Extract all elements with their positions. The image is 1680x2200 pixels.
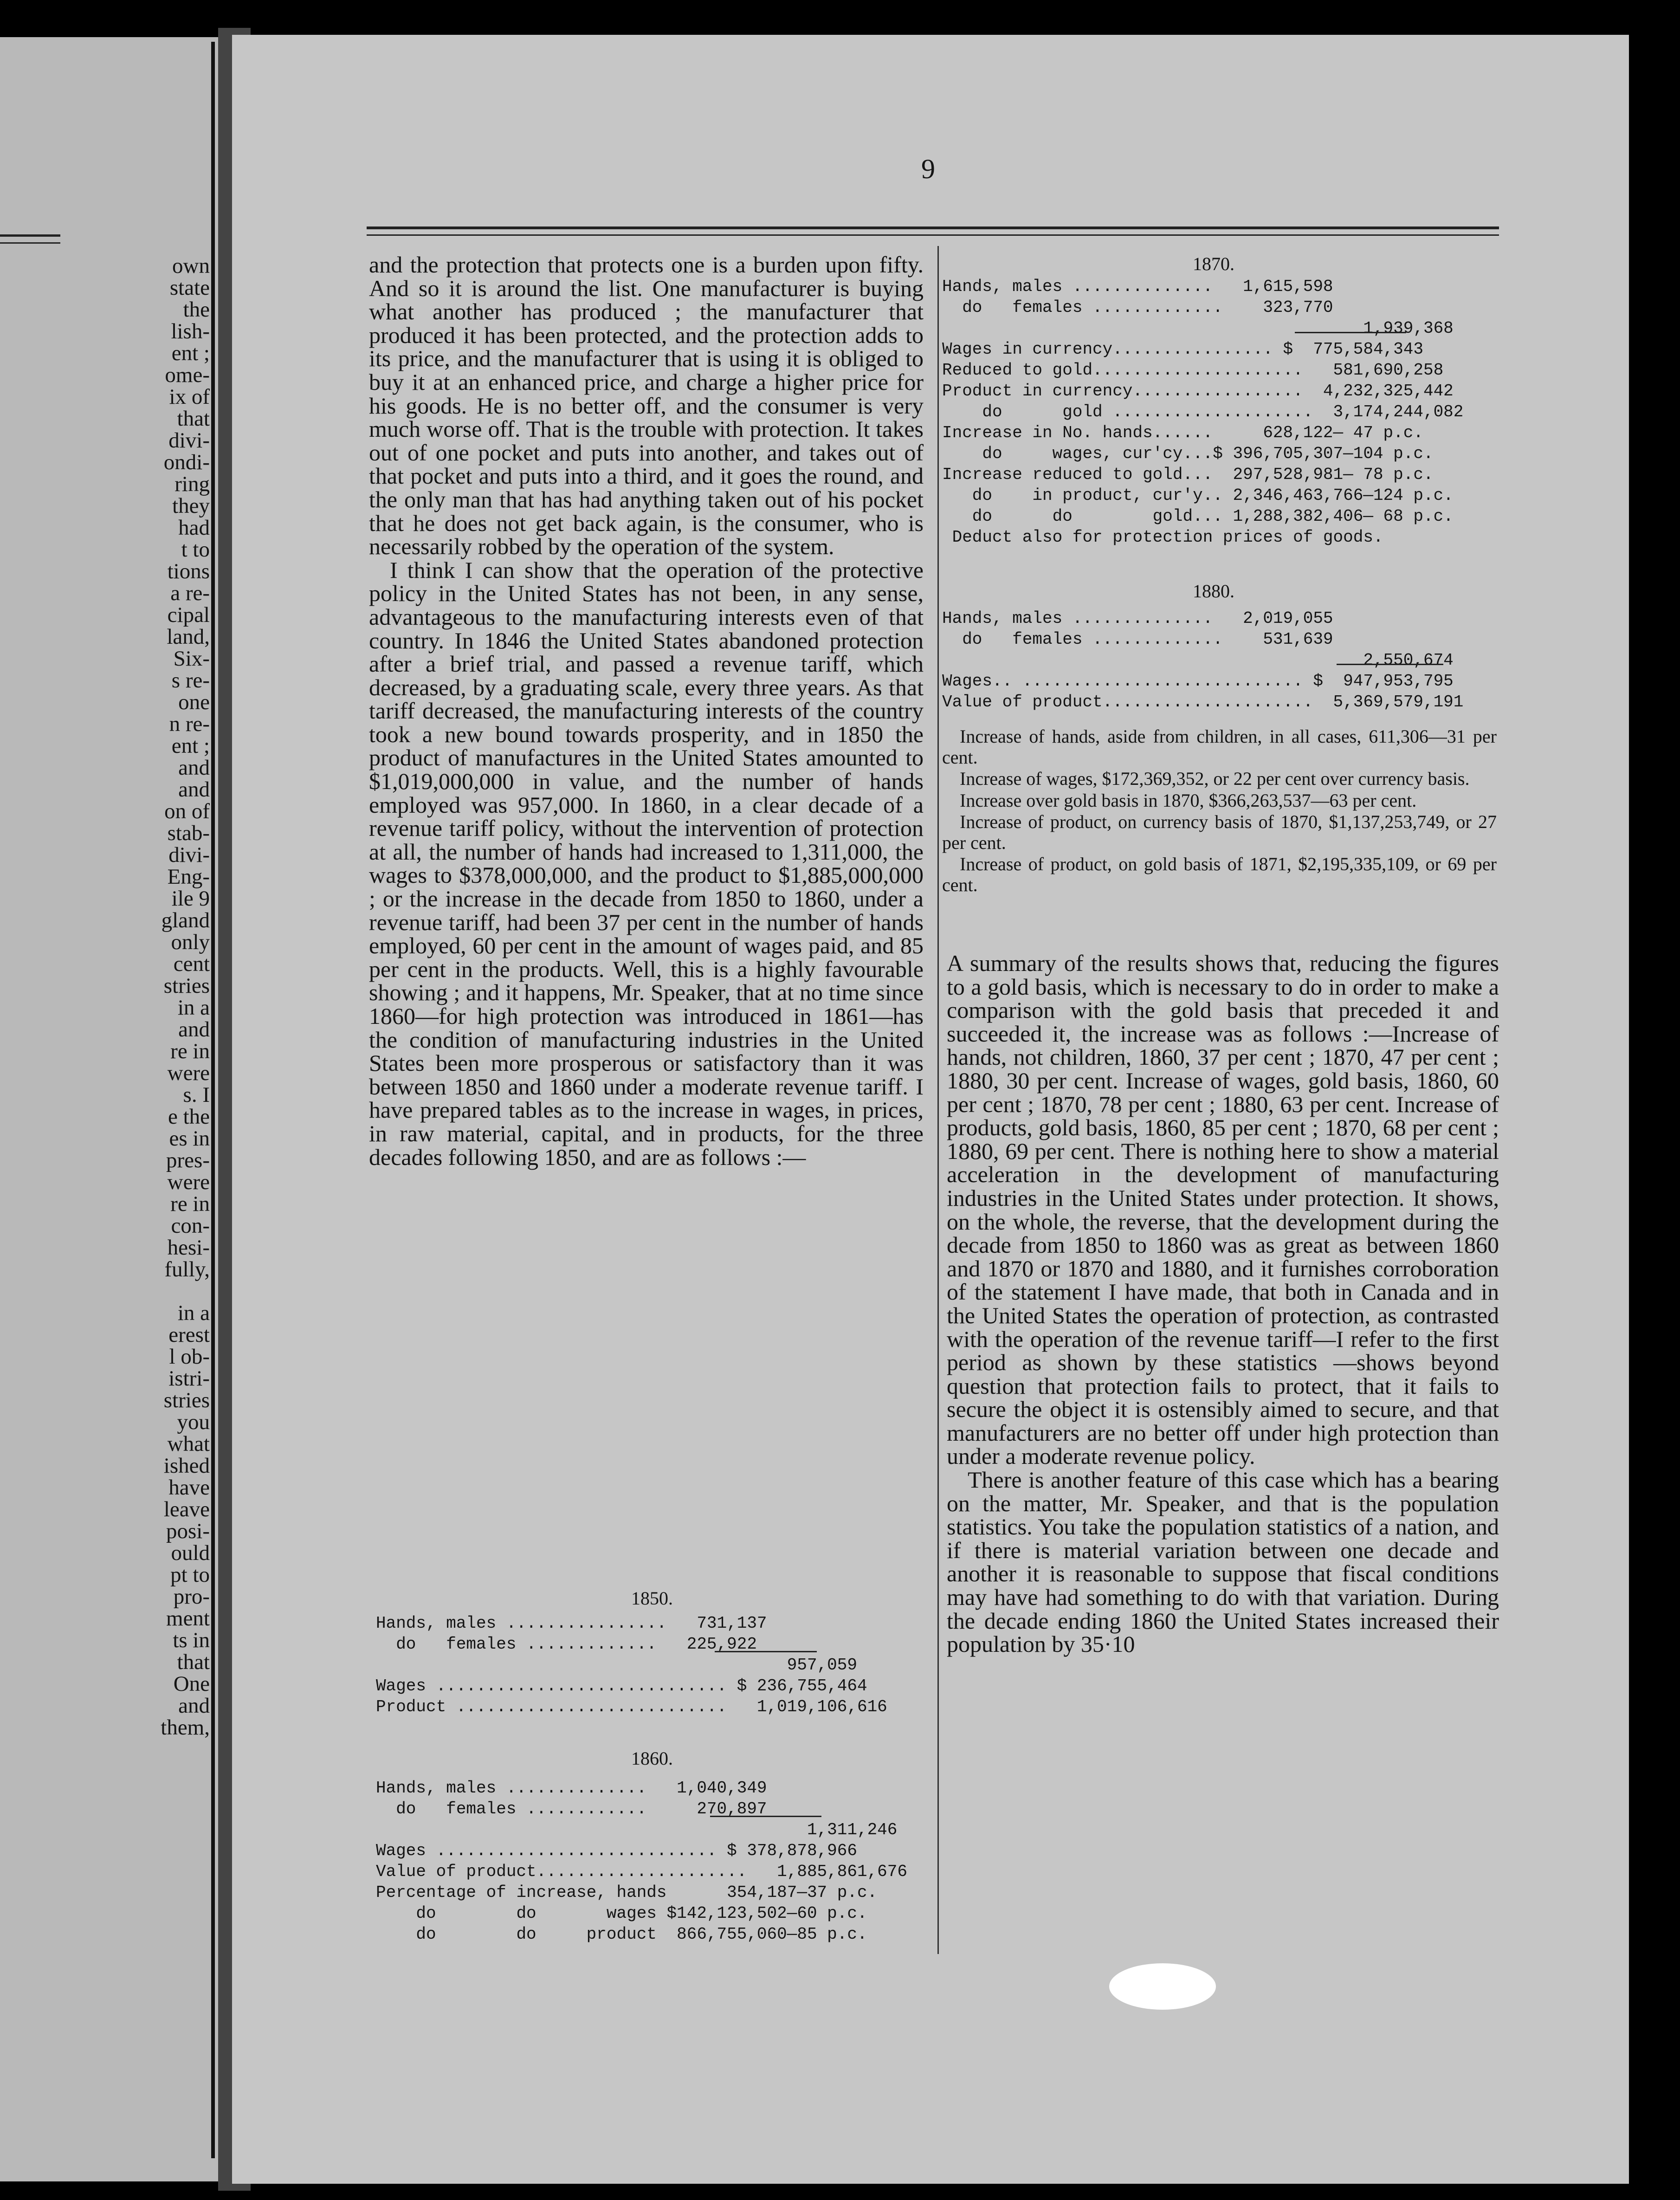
table-row: do females ............. 323,770 bbox=[942, 298, 1333, 317]
table-1860 bbox=[376, 1778, 907, 1945]
note: Increase over gold basis in 1870, $366,263,537—63 per cent. bbox=[960, 789, 1417, 811]
previous-page-line: and bbox=[178, 756, 210, 780]
note: Increase of product, on gold basis of 1871, $2,195,335,109, or 69 per cent. bbox=[942, 854, 1497, 895]
previous-page-line: cent bbox=[173, 952, 210, 976]
previous-page-line: state bbox=[169, 276, 210, 300]
previous-page-line: on of bbox=[164, 799, 210, 823]
previous-page-line: one bbox=[178, 690, 210, 714]
table-1850-sum-rule bbox=[715, 1651, 817, 1652]
table-row: Increase in No. hands...... 628,122— 47 p.c. bbox=[942, 423, 1423, 442]
previous-page-rule bbox=[0, 234, 60, 237]
table-row: do females ............ 270,897 bbox=[376, 1799, 767, 1818]
previous-page-line: Six- bbox=[173, 647, 210, 671]
table-row: do do gold... 1,288,382,406— 68 p.c. bbox=[942, 507, 1454, 526]
previous-page-line: t to bbox=[181, 537, 210, 562]
table-1850 bbox=[376, 1613, 887, 1717]
table-row: Product ........................... 1,019,106,616 bbox=[376, 1697, 887, 1716]
previous-page-line: istri- bbox=[168, 1366, 210, 1391]
previous-page-line: ix of bbox=[169, 385, 210, 409]
table-1870-sum-rule bbox=[1295, 332, 1406, 333]
previous-page-line: and bbox=[178, 1694, 210, 1718]
previous-page-line: what bbox=[167, 1432, 210, 1456]
paragraph: A summary of the results shows that, reducing the figures to a gold basis, which is necessary to do in order to make a comparison with the gold basis that preceded it and succeeded it, the increase was as follows :—Increase of hands, not children, 1860, 37 per cent ; 1870, 47 per cent ; 1880, 30 per cent. Increase of wages, gold basis, 1860, 60 per cent ; 1870, 78 per cent ; 1880, 63 per cent. Increase of products, gold basis, 1860, 85 per cent ; 1870, 68 per cent ; 1880, 69 per cent. There is nothing here to show a material acceleration in the development of manufacturing industries in the United States under protection. It shows, on the whole, the reverse, that the development during the decade from 1850 to 1860 was as great as between 1860 and 1870 or 1870 and 1880, and it furnishes corroboration of the statement I have made, that both in Canada and in the United States the operation of protection, as contrasted with the operation of the revenue tariff—I refer to the first period as shown by these statistics —shows beyond question that protection fails to protect, that it fails to secure the object it is ostensibly aimed to secure, and that manufacturers are no better off under high protection than under a moderate revenue policy. bbox=[947, 950, 1499, 1469]
previous-page-line: were bbox=[167, 1170, 210, 1194]
ink-blot bbox=[1109, 1963, 1216, 2010]
previous-page-line: in a bbox=[177, 1301, 210, 1325]
previous-page-line: ment bbox=[166, 1606, 210, 1631]
previous-page-line: hesi- bbox=[167, 1236, 210, 1260]
previous-page-line: that bbox=[177, 1650, 210, 1674]
previous-page-line: land, bbox=[167, 625, 210, 649]
table-row: 1,311,246 bbox=[376, 1820, 898, 1839]
previous-page-line: divi- bbox=[168, 843, 210, 867]
previous-page-line: es in bbox=[169, 1126, 210, 1151]
right-column-text bbox=[947, 951, 1499, 1656]
previous-page-line: lish- bbox=[171, 319, 210, 343]
note: Increase of wages, $172,369,352, or 22 per cent over currency basis. bbox=[960, 768, 1470, 789]
paragraph: There is another feature of this case which has a bearing on the matter, Mr. Speaker, and that is the population statistics. You take the population statistics of a nation, and if there is material variation between one decade and another it is reasonable to suppose that fiscal conditions may have had something to do with that variation. During the decade ending 1860 the United States increased their population by 35·10 bbox=[947, 1467, 1499, 1657]
table-row: Value of product..................... 1,885,861,676 bbox=[376, 1862, 907, 1881]
table-row: do do product 866,755,060—85 p.c. bbox=[376, 1925, 867, 1944]
previous-page-line: were bbox=[167, 1061, 210, 1085]
previous-page-line: gland bbox=[161, 908, 210, 932]
previous-page-line: posi- bbox=[166, 1519, 210, 1543]
previous-page-line: re in bbox=[170, 1192, 210, 1216]
previous-page-line bbox=[161, 1281, 210, 1302]
table-row: do wages, cur'cy...$ 396,705,307—104 p.c. bbox=[942, 444, 1434, 463]
previous-page-line: had bbox=[178, 516, 210, 540]
previous-page-line: and bbox=[178, 777, 210, 802]
left-column-text bbox=[369, 253, 924, 1169]
notes-1880 bbox=[942, 726, 1497, 896]
table-row: Deduct also for protection prices of goods. bbox=[942, 528, 1383, 547]
previous-page-line: erest bbox=[168, 1323, 210, 1347]
previous-page-line: ent ; bbox=[171, 341, 210, 365]
table-1870 bbox=[942, 276, 1463, 548]
table-row: Reduced to gold..................... 581,690,258 bbox=[942, 361, 1444, 380]
previous-page-rule-thin bbox=[0, 242, 60, 244]
previous-page-line: ould bbox=[171, 1541, 210, 1565]
previous-page-line: and bbox=[178, 1017, 210, 1042]
table-1880-sum-rule bbox=[1337, 664, 1443, 665]
table-row: 957,059 bbox=[376, 1656, 857, 1675]
table-row: do do wages $142,123,502—60 p.c. bbox=[376, 1904, 867, 1923]
table-row: 2,550,674 bbox=[942, 651, 1454, 670]
table-row: do females ............. 531,639 bbox=[942, 630, 1333, 649]
previous-page-line: leave bbox=[163, 1497, 210, 1521]
previous-page-line: One bbox=[173, 1672, 210, 1696]
note: Increase of product, on currency basis of 1870, $1,137,253,749, or 27 per cent. bbox=[942, 811, 1497, 853]
previous-page-line: s re- bbox=[171, 668, 210, 692]
previous-page-line: pt to bbox=[170, 1563, 210, 1587]
previous-page-line: them, bbox=[161, 1715, 210, 1740]
paragraph: and the protection that protects one is a burden upon fifty. And so it is around the list. One manufacturer is buying what another has produced ; the manufacturer that produced it has been protected, and the protection adds to its price, and the manufacturer that is using it is obliged to buy it at an enhanced price, and charge a higher price for his goods. He is no better off, and the consumer is very much worse off. That is the trouble with protection. It takes out of one pocket and puts into another, and takes out of that pocket and puts into a third, and it goes the round, and the only man that has had anything taken out of his pocket that he does not get back again, is the consumer, who is necessarily robbed by the operation of the system. bbox=[369, 252, 924, 560]
table-row: Wages ............................. $ 236,755,464 bbox=[376, 1676, 867, 1695]
table-row: do gold .................... 3,174,244,082 bbox=[942, 402, 1464, 421]
previous-page-line: tions bbox=[167, 559, 210, 583]
previous-page-line: fully, bbox=[164, 1257, 210, 1281]
previous-page-edge bbox=[0, 37, 218, 2181]
table-1870-title: 1870. bbox=[1193, 253, 1234, 274]
previous-page-line: stries bbox=[163, 974, 210, 998]
table-row: Hands, males .............. 2,019,055 bbox=[942, 609, 1333, 628]
previous-page-line: have bbox=[168, 1475, 210, 1500]
previous-page-line: stab- bbox=[167, 821, 210, 845]
header-rule bbox=[367, 226, 1499, 229]
previous-page-line: divi- bbox=[168, 428, 210, 453]
previous-page-line: they bbox=[172, 494, 210, 518]
previous-page-line: n re- bbox=[169, 712, 210, 736]
previous-page-line: re in bbox=[170, 1039, 210, 1063]
previous-page-line: Eng- bbox=[167, 865, 210, 889]
table-1860-title: 1860. bbox=[631, 1748, 673, 1769]
table-1880 bbox=[942, 608, 1463, 712]
previous-page-line: ring bbox=[174, 472, 210, 496]
previous-page-line: that bbox=[177, 407, 210, 431]
previous-page-line: s. I bbox=[183, 1083, 210, 1107]
table-row: do in product, cur'y.. 2,346,463,766—124 p.c. bbox=[942, 486, 1454, 505]
previous-page-line: pro- bbox=[173, 1585, 210, 1609]
table-row: Wages in currency................ $ 775,584,343 bbox=[942, 340, 1423, 359]
table-row: Wages ............................ $ 378,878,966 bbox=[376, 1841, 857, 1860]
column-divider bbox=[937, 246, 939, 1954]
paragraph: I think I can show that the operation of the protective policy in the United States has not been, in any sense, advantageous to the manufacturing interests even of that country. In 1846 the United States abandoned protection after a brief trial, and passed a revenue tariff, which decreased, by a graduating scale, every three years. As that tariff decreased, the manufacturing interests of the country took a new bound towards prosperity, and in 1850 the product of manufactures in the United States amounted to $1,019,000,000 in value, and the number of hands employed was 957,000. In 1860, in a clear decade of a revenue tariff policy, without the intervention of protection at all, the number of hands had increased to 1,311,000, the wages to $378,000,000, and the product to $1,885,000,000 ; or the increase in the decade from 1850 to 1860, under a revenue tariff, had been 37 per cent in the number of hands employed, 60 per cent in the amount of wages paid, and 85 per cent in the products. Well, this is a highly favourable showing ; and it happens, Mr. Speaker, that at no time since 1860—for high protection was introduced in 1861—has the condition of manufacturing industries in the United States been more prosperous or satisfactory than it was between 1850 and 1860 under a moderate revenue tariff. I have prepared tables as to the increase in wages, in prices, in raw material, capital, and in products, for the three decades following 1850, and are as follows :— bbox=[369, 556, 924, 1170]
previous-page-line: a re- bbox=[170, 581, 210, 605]
table-row: Percentage of increase, hands 354,187—37 p.c. bbox=[376, 1883, 878, 1902]
previous-page-line: con- bbox=[171, 1214, 210, 1238]
table-row: Hands, males .............. 1,040,349 bbox=[376, 1779, 767, 1798]
table-row: Hands, males .............. 1,615,598 bbox=[942, 277, 1333, 296]
previous-page-line: stries bbox=[163, 1388, 210, 1412]
previous-page-line: you bbox=[177, 1410, 210, 1434]
table-row: Increase reduced to gold... 297,528,981— 78 p.c. bbox=[942, 465, 1434, 484]
previous-page-line: ished bbox=[163, 1454, 210, 1478]
previous-page-line: pres- bbox=[166, 1148, 210, 1172]
header-rule-thin bbox=[367, 234, 1499, 236]
table-1860-sum-rule bbox=[710, 1816, 821, 1817]
previous-page-line: ts in bbox=[173, 1628, 210, 1652]
previous-page-line: ent ; bbox=[171, 734, 210, 758]
previous-page-line: own bbox=[172, 254, 210, 278]
previous-page-line: ome- bbox=[165, 363, 210, 387]
previous-page-line: e the bbox=[168, 1105, 210, 1129]
page-number: 9 bbox=[921, 154, 935, 184]
table-row: do females ............. 225,922 bbox=[376, 1635, 757, 1654]
table-1880-title: 1880. bbox=[1193, 581, 1234, 602]
previous-page-line: ile 9 bbox=[171, 886, 210, 911]
table-row: Value of product..................... 5,369,579,191 bbox=[942, 692, 1464, 712]
table-1850-title: 1850. bbox=[631, 1588, 673, 1609]
note: Increase of hands, aside from children, in all cases, 611,306—31 per cent. bbox=[942, 726, 1497, 768]
binding-thread bbox=[211, 42, 215, 2158]
previous-page-line: only bbox=[171, 930, 210, 954]
previous-page-line: ondi- bbox=[163, 450, 210, 474]
table-row: Hands, males ................ 731,137 bbox=[376, 1614, 767, 1633]
table-row: Product in currency................. 4,232,325,442 bbox=[942, 382, 1454, 401]
previous-page-line: l ob- bbox=[169, 1345, 210, 1369]
previous-page-text-fragments bbox=[161, 255, 210, 1739]
table-row: Wages.. ............................ $ 947,953,795 bbox=[942, 672, 1454, 691]
table-row: 1,939,368 bbox=[942, 319, 1454, 338]
previous-page-line: cipal bbox=[167, 603, 210, 627]
previous-page-line: the bbox=[183, 298, 210, 322]
previous-page-line: in a bbox=[177, 996, 210, 1020]
